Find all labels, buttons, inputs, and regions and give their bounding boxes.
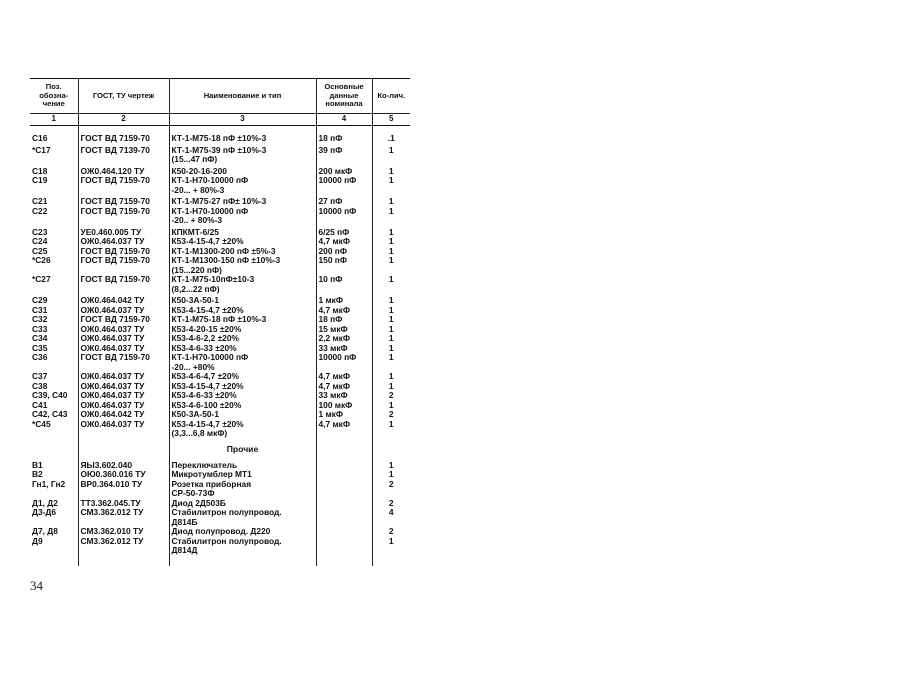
quantity-cell: 1	[372, 207, 410, 217]
table-row	[30, 480, 410, 490]
nominal-cell: 10000 пФ	[316, 353, 372, 363]
quantity-cell: 1	[372, 275, 410, 285]
quantity-cell: 1	[372, 470, 410, 480]
name-cell: КТ-1-Н70-10000 пФ	[169, 207, 316, 217]
name-cell: Д814Б	[169, 518, 316, 528]
position-cell: C31	[30, 306, 78, 316]
nominal-cell	[316, 470, 372, 480]
gost-cell: ОЖ0.464.037 ТУ	[78, 237, 169, 247]
name-cell: К50-20-16-200	[169, 167, 316, 177]
name-cell: (15...220 пФ)	[169, 266, 316, 276]
table-row-continuation	[30, 216, 410, 226]
table-row-continuation	[30, 285, 410, 295]
nominal-cell: 33 мкФ	[316, 344, 372, 354]
table-row	[30, 134, 410, 144]
nominal-cell	[316, 461, 372, 471]
quantity-cell	[372, 439, 410, 461]
nominal-cell	[316, 155, 372, 165]
gost-cell: ОЖ0.464.037 ТУ	[78, 344, 169, 354]
position-cell	[30, 186, 78, 196]
gost-cell: ГОСТ ВД 7139-70	[78, 146, 169, 156]
header-quantity: Ко-лич.	[372, 79, 410, 114]
nominal-cell: 150 пФ	[316, 256, 372, 266]
name-cell: КТ-1-М75-39 пФ ±10%-3	[169, 146, 316, 156]
name-cell: Диод 2Д503Б	[169, 499, 316, 509]
table-row	[30, 508, 410, 518]
position-cell: C21	[30, 197, 78, 207]
nominal-cell: 200 мкФ	[316, 167, 372, 177]
position-cell: C39, C40	[30, 391, 78, 401]
position-cell: Д7, Д8	[30, 527, 78, 537]
position-cell: C18	[30, 167, 78, 177]
name-cell: КТ-1-М75-18 пФ ±10%-3	[169, 315, 316, 325]
quantity-cell	[372, 216, 410, 226]
name-cell: Стабилитрон полупровод.	[169, 537, 316, 547]
nominal-cell: 27 пФ	[316, 197, 372, 207]
quantity-cell: 1	[372, 353, 410, 363]
gost-cell: ТТ3.362.045.ТУ	[78, 499, 169, 509]
gost-cell: ГОСТ ВД 7159-70	[78, 256, 169, 266]
position-cell: C32	[30, 315, 78, 325]
name-cell: -20... +80%	[169, 363, 316, 373]
quantity-cell: 1	[372, 306, 410, 316]
nominal-cell: 4,7 мкФ	[316, 382, 372, 392]
gost-cell: ОЖ0.464.037 ТУ	[78, 391, 169, 401]
position-cell: *C27	[30, 275, 78, 285]
position-cell: C29	[30, 296, 78, 306]
nominal-cell: 10 пФ	[316, 275, 372, 285]
page-number: 34	[30, 578, 43, 593]
nominal-cell	[316, 285, 372, 295]
position-cell: C38	[30, 382, 78, 392]
nominal-cell: 100 мкФ	[316, 401, 372, 411]
position-cell: B2	[30, 470, 78, 480]
quantity-cell: 2	[372, 480, 410, 490]
name-cell: К53-4-6-2,2 ±20%	[169, 334, 316, 344]
gost-cell: УЕ0.460.005 ТУ	[78, 228, 169, 238]
gost-cell: ГОСТ ВД 7159-70	[78, 315, 169, 325]
quantity-cell	[372, 429, 410, 439]
position-cell: Д1, Д2	[30, 499, 78, 509]
nominal-cell: 18 пФ	[316, 134, 372, 144]
gost-cell: ГОСТ ВД 7159-70	[78, 176, 169, 186]
nominal-cell	[316, 537, 372, 547]
nominal-cell: 15 мкФ	[316, 325, 372, 335]
quantity-cell: 1	[372, 315, 410, 325]
position-cell: B1	[30, 461, 78, 471]
nominal-cell	[316, 508, 372, 518]
table-row-continuation	[30, 429, 410, 439]
quantity-cell: 1	[372, 344, 410, 354]
name-cell: Д814Д	[169, 546, 316, 556]
nominal-cell	[316, 489, 372, 499]
gost-cell: ОЖ0.464.037 ТУ	[78, 382, 169, 392]
quantity-cell: 1	[372, 247, 410, 257]
name-cell: К53-4-15-4,7 ±20%	[169, 420, 316, 430]
header-name-type: Наименование и тип	[169, 79, 316, 114]
nominal-cell	[316, 480, 372, 490]
header-gost: ГОСТ, ТУ чертеж	[78, 79, 169, 114]
quantity-cell: 1	[372, 228, 410, 238]
quantity-cell: 1	[372, 237, 410, 247]
column-number: 2	[78, 114, 169, 126]
header-nominal: Основные данные номинала	[316, 79, 372, 114]
nominal-cell: 4,7 мкФ	[316, 420, 372, 430]
table-row	[30, 275, 410, 285]
name-cell: (3,3...6,8 мкФ)	[169, 429, 316, 439]
gost-cell: ОЖ0.464.042 ТУ	[78, 296, 169, 306]
quantity-cell: .1	[372, 134, 410, 144]
column-number: 5	[372, 114, 410, 126]
gost-cell	[78, 546, 169, 556]
position-cell	[30, 216, 78, 226]
position-cell: C24	[30, 237, 78, 247]
position-cell: C16	[30, 134, 78, 144]
nominal-cell	[316, 439, 372, 461]
gost-cell: ГОСТ ВД 7159-70	[78, 134, 169, 144]
quantity-cell	[372, 155, 410, 165]
gost-cell: СМ3.362.010 ТУ	[78, 527, 169, 537]
column-number-row	[30, 114, 410, 126]
nominal-cell	[316, 216, 372, 226]
name-cell: Переключатель	[169, 461, 316, 471]
name-cell: К53-4-6-100 ±20%	[169, 401, 316, 411]
gost-cell	[78, 186, 169, 196]
header-position: Поз. обозна-чение	[30, 79, 78, 114]
quantity-cell: 1	[372, 537, 410, 547]
position-cell: C37	[30, 372, 78, 382]
nominal-cell	[316, 499, 372, 509]
quantity-cell	[372, 285, 410, 295]
quantity-cell: 1	[372, 325, 410, 335]
name-cell: КТ-1-М1300-150 пФ ±10%-3	[169, 256, 316, 266]
gost-cell: ВР0.364.010 ТУ	[78, 480, 169, 490]
gost-cell	[78, 439, 169, 461]
quantity-cell	[372, 546, 410, 556]
nominal-cell: 39 пФ	[316, 146, 372, 156]
quantity-cell: 1	[372, 146, 410, 156]
name-cell: К53-4-6-4,7 ±20%	[169, 372, 316, 382]
quantity-cell: 1	[372, 296, 410, 306]
column-number: 1	[30, 114, 78, 126]
quantity-cell: 1	[372, 461, 410, 471]
name-cell: Диод полупровод. Д220	[169, 527, 316, 537]
name-cell: К50-3А-50-1	[169, 296, 316, 306]
position-cell: Д9	[30, 537, 78, 547]
quantity-cell: 2	[372, 527, 410, 537]
gost-cell	[78, 429, 169, 439]
nominal-cell: 33 мкФ	[316, 391, 372, 401]
nominal-cell	[316, 527, 372, 537]
name-cell: К53-4-6-33 ±20%	[169, 344, 316, 354]
position-cell: C36	[30, 353, 78, 363]
name-cell: КПКМТ-6/25	[169, 228, 316, 238]
table-header-row	[30, 79, 410, 114]
position-cell: Гн1, Гн2	[30, 480, 78, 490]
quantity-cell: 1	[372, 401, 410, 411]
gost-cell	[78, 285, 169, 295]
quantity-cell: 4	[372, 508, 410, 518]
name-cell: КТ-1-Н70-10000 пФ	[169, 353, 316, 363]
name-cell: -20... + 80%-3	[169, 186, 316, 196]
gost-cell: ОЖ0.464.037 ТУ	[78, 306, 169, 316]
gost-cell: ГОСТ ВД 7159-70	[78, 207, 169, 217]
nominal-cell: 2,2 мкФ	[316, 334, 372, 344]
tail-row	[30, 556, 410, 566]
position-cell: C34	[30, 334, 78, 344]
nominal-cell: 10000 пФ	[316, 176, 372, 186]
name-cell: Стабилитрон полупровод.	[169, 508, 316, 518]
name-cell	[169, 439, 316, 461]
name-cell: СР-50-73Ф	[169, 489, 316, 499]
gost-cell: ОЖ0.464.037 ТУ	[78, 372, 169, 382]
spec-sheet	[30, 78, 410, 566]
gost-cell	[78, 216, 169, 226]
quantity-cell: 1	[372, 334, 410, 344]
nominal-cell	[316, 518, 372, 528]
quantity-cell	[372, 186, 410, 196]
name-cell: К53-4-20-15 ±20%	[169, 325, 316, 335]
quantity-cell: 1	[372, 176, 410, 186]
gost-cell: СМ3.362.012 ТУ	[78, 508, 169, 518]
position-cell: C35	[30, 344, 78, 354]
name-cell: КТ-1-Н70-10000 пФ	[169, 176, 316, 186]
column-number: 4	[316, 114, 372, 126]
position-cell: *C17	[30, 146, 78, 156]
gost-cell: ОЖ0.464.042 ТУ	[78, 410, 169, 420]
quantity-cell: 2	[372, 410, 410, 420]
name-cell: К50-3А-50-1	[169, 410, 316, 420]
position-cell: *C26	[30, 256, 78, 266]
table-row-continuation	[30, 155, 410, 165]
position-cell: C19	[30, 176, 78, 186]
nominal-cell	[316, 429, 372, 439]
position-cell: C41	[30, 401, 78, 411]
nominal-cell: 4,7 мкФ	[316, 372, 372, 382]
table-row	[30, 537, 410, 547]
position-cell	[30, 429, 78, 439]
table-body	[30, 126, 410, 566]
name-cell: КТ-1-М75-10пФ±10-3	[169, 275, 316, 285]
quantity-cell: 1	[372, 420, 410, 430]
position-cell: *C45	[30, 420, 78, 430]
table-row-continuation	[30, 546, 410, 556]
gost-cell: ЯЫ3.602.040	[78, 461, 169, 471]
name-cell: Микротумблер МТ1	[169, 470, 316, 480]
name-cell: (15...47 пФ)	[169, 155, 316, 165]
gost-cell: ОЖ0.464.120 ТУ	[78, 167, 169, 177]
table-row-continuation	[30, 186, 410, 196]
gost-cell: ОЖ0.464.037 ТУ	[78, 325, 169, 335]
gost-cell: ГОСТ ВД 7159-70	[78, 247, 169, 257]
column-number: 3	[169, 114, 316, 126]
position-cell: Д3-Д6	[30, 508, 78, 518]
quantity-cell: 1	[372, 382, 410, 392]
gost-cell: СМ3.362.012 ТУ	[78, 537, 169, 547]
position-cell	[30, 546, 78, 556]
quantity-cell: 1	[372, 256, 410, 266]
position-cell	[30, 155, 78, 165]
gost-cell: ГОСТ ВД 7159-70	[78, 353, 169, 363]
section-row	[30, 439, 410, 461]
position-cell: C23	[30, 228, 78, 238]
name-cell: К53-4-15-4,7 ±20%	[169, 306, 316, 316]
gost-cell: ГОСТ ВД 7159-70	[78, 197, 169, 207]
name-cell: Розетка приборная	[169, 480, 316, 490]
position-cell: C33	[30, 325, 78, 335]
nominal-cell: 4,7 мкФ	[316, 237, 372, 247]
quantity-cell: 1	[372, 372, 410, 382]
gost-cell: ГОСТ ВД 7159-70	[78, 275, 169, 285]
quantity-cell: 2	[372, 499, 410, 509]
position-cell: C42, C43	[30, 410, 78, 420]
nominal-cell: 200 пФ	[316, 247, 372, 257]
nominal-cell: 1 мкФ	[316, 296, 372, 306]
name-cell: К53-4-15-4,7 ±20%	[169, 237, 316, 247]
position-cell	[30, 439, 78, 461]
table-row	[30, 353, 410, 363]
table-row	[30, 146, 410, 156]
nominal-cell	[316, 546, 372, 556]
gost-cell: ОЮ0.360.016 ТУ	[78, 470, 169, 480]
nominal-cell: 6/25 пФ	[316, 228, 372, 238]
name-cell: КТ-1-М75-18 пФ ±10%-3	[169, 134, 316, 144]
quantity-cell: 1	[372, 197, 410, 207]
position-cell	[30, 285, 78, 295]
gost-cell: ОЖ0.464.037 ТУ	[78, 334, 169, 344]
name-cell: КТ-1-М1300-200 пФ ±5%-3	[169, 247, 316, 257]
nominal-cell: 4,7 мкФ	[316, 306, 372, 316]
quantity-cell: 2	[372, 391, 410, 401]
position-cell: C25	[30, 247, 78, 257]
name-cell: К53-4-15-4,7 ±20%	[169, 382, 316, 392]
gost-cell	[78, 155, 169, 165]
name-cell: КТ-1-М75-27 пФ± 10%-3	[169, 197, 316, 207]
quantity-cell: 1	[372, 167, 410, 177]
nominal-cell: 18 пФ	[316, 315, 372, 325]
nominal-cell: 1 мкФ	[316, 410, 372, 420]
gost-cell: ОЖ0.464.037 ТУ	[78, 401, 169, 411]
name-cell: К53-4-6-33 ±20%	[169, 391, 316, 401]
nominal-cell: 10000 пФ	[316, 207, 372, 217]
name-cell: (8,2...22 пФ)	[169, 285, 316, 295]
nominal-cell	[316, 186, 372, 196]
position-cell: C22	[30, 207, 78, 217]
component-spec-table	[30, 78, 410, 566]
name-cell: -20.. + 80%-3	[169, 216, 316, 226]
gost-cell: ОЖ0.464.037 ТУ	[78, 420, 169, 430]
section-title: Прочие	[226, 443, 259, 454]
